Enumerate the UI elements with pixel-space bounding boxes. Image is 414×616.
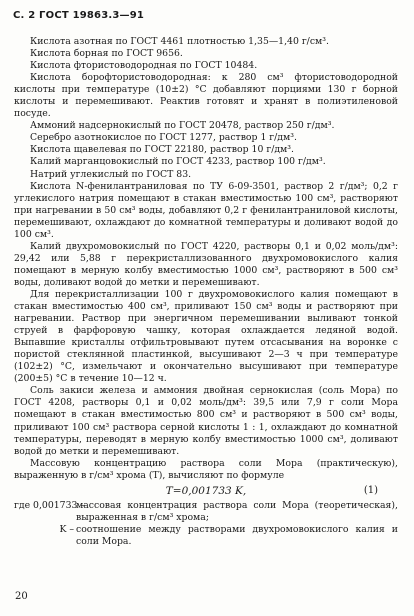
paragraph: Для перекристаллизации 100 г двухромовокислого калия помещают в стакан вместимостью 400 см³, приливают 150 см³ воды и растворяют при нагревании. Раствор при энергичном перемешивании выливают тонкой струей в фарфоровую чашку, которая охлаждается ледяной водой. Выпавшие кристаллы отфильтровывают путем отсасывания на воронке с пористой стеклянной пластинкой, высушивают 2—3 ч при температуре (102±2) °С, измельчают и окончательно высушивают при температуре (200±5) °С в течение 10—12 ч. — [14, 288, 398, 385]
definition-row — [14, 524, 398, 548]
paragraph: Соль закиси железа и аммония двойная сернокислая (соль Мора) по ГОСТ 4208, растворы 0,1 и 0,02 моль/дм³: 39,5 или 7,9 г соли Мора помещают в стакан вместимостью 800 см³ и растворяют в 500 см³ воды, приливают 100 см³ раствора серной кислоты 1 : 1, охлаждают до комнатной температуры, переводят в мерную колбу вместимостью 1000 см³, доливают водой до метки и перемешивают. — [14, 385, 398, 457]
paragraph: Кислота щавелевая по ГОСТ 22180, раствор 10 г/дм³. — [30, 144, 294, 156]
page-header: С. 2 ГОСТ 19863.3—91 — [13, 10, 145, 21]
paragraph: Кислота борофтористоводородная: к 280 см³ фтористоводородной кислоты при температуре (10±2) °С добавляют порциями 130 г борной кислоты и перемешивают. Реактив готовят и хранят в полиэтиленовой посуде. — [14, 72, 398, 120]
document-body — [14, 36, 398, 548]
page-number: 20 — [15, 591, 28, 602]
paragraph: Кислота N-фенилантраниловая по ТУ 6-09-3501, раствор 2 г/дм³; 0,2 г углекислого натрия помещают в стакан вместимостью 100 см³, растворяют при нагревании в 50 см³ воды, добавляют 0,2 г фенилантраниловой кислоты, перемешивают, охлаждают до комнатной температуры и доливают водой до 100 см³. — [14, 180, 398, 240]
formula-text: T=0,001733 K, — [165, 484, 247, 497]
paragraph: Массовую концентрацию раствора соли Мора (практическую), выраженную в г/см³ хрома (T), вычисляют по формуле — [14, 457, 398, 481]
paragraph: Натрий углекислый по ГОСТ 83. — [30, 168, 192, 180]
paragraph: Кислота борная по ГОСТ 9656. — [30, 48, 183, 60]
formula — [14, 483, 398, 499]
paragraph: Кислота азотная по ГОСТ 4461 плотностью 1,35—1,40 г/см³. — [30, 36, 329, 47]
definition-text: соотношение между растворами двухромовокислого калия и соли Мора. — [76, 523, 398, 547]
definition-text: массовая концентрация раствора соли Мора (теоретическая), выраженная в г/см³ хрома; — [76, 499, 398, 523]
paragraph: Калий двухромовокислый по ГОСТ 4220, растворы 0,1 и 0,02 моль/дм³: 29,42 или 5,88 г перекристаллизованного двухромовокислого калия помещают в мерную колбу вместимостью 1000 см³, растворяют в 500 см³ воды, доливают водой до метки и перемешивают. — [14, 240, 398, 288]
definition-row — [14, 500, 398, 524]
definition-term: K – — [59, 523, 74, 535]
paragraph: Кислота фтористоводородная по ГОСТ 10484. — [30, 60, 258, 72]
formula-number: (1) — [363, 484, 378, 496]
formula-definitions — [14, 500, 398, 548]
definition-term: где 0,001733 – — [14, 499, 86, 511]
paragraph: Аммоний надсернокислый по ГОСТ 20478, раствор 250 г/дм³. — [30, 120, 335, 132]
paragraph: Калий марганцовокислый по ГОСТ 4233, раствор 100 г/дм³. — [30, 156, 326, 168]
paragraph: Серебро азотнокислое по ГОСТ 1277, раствор 1 г/дм³. — [30, 132, 297, 144]
